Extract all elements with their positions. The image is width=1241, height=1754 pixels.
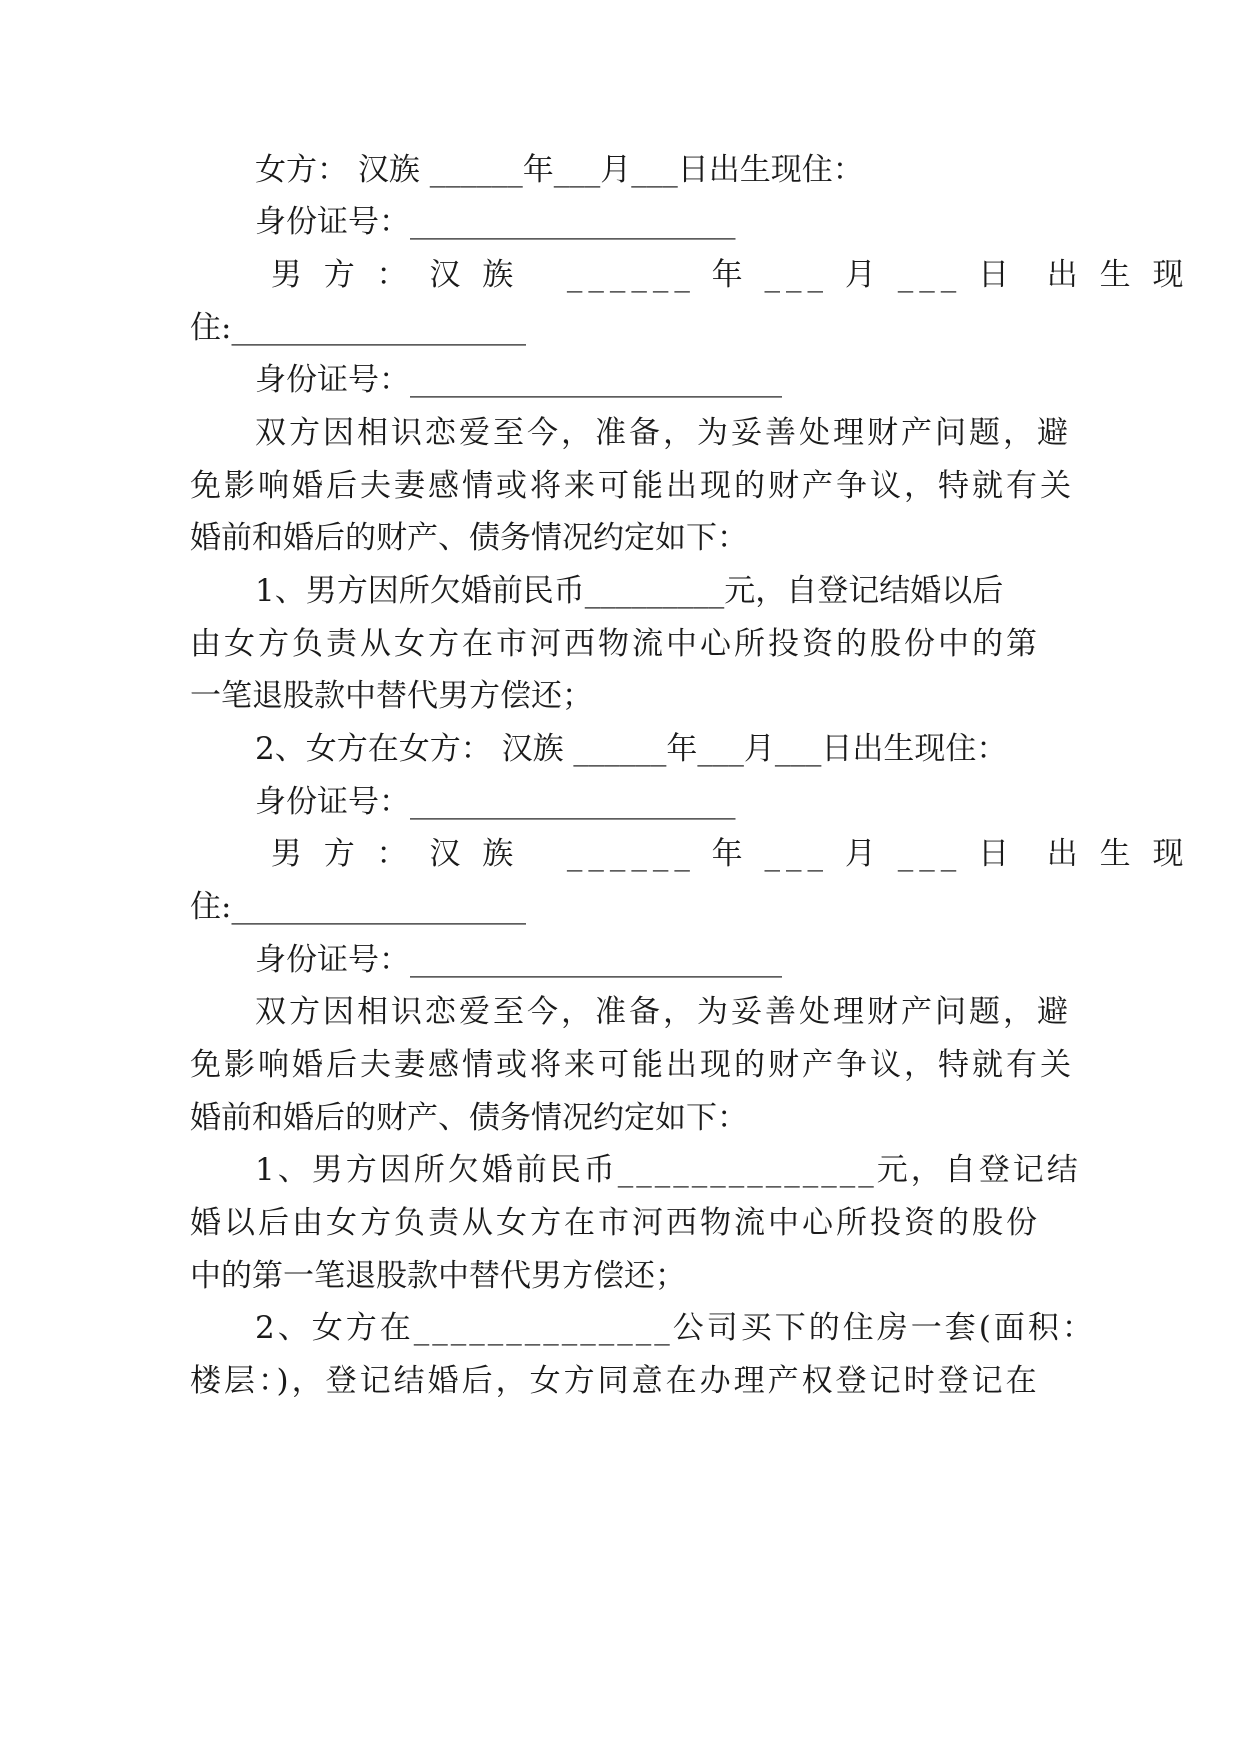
- clause-line: 婚以后由女方负责从女方在市河西物流中心所投资的股份: [190, 1205, 1040, 1241]
- husband-id-line: 身份证号：________________________: [255, 942, 782, 978]
- clause-line: 中的第一笔退股款中替代男方偿还；: [190, 1258, 686, 1294]
- clause-line: 2、女方在女方： 汉族 ______年___月___日出生现住：: [255, 731, 1008, 767]
- clause-line: 楼层：)，登记结婚后，女方同意在办理产权登记时登记在: [190, 1363, 1040, 1399]
- wife-info-line: 女方： 汉族 ______年___月___日出生现住：: [255, 152, 864, 188]
- husband-address-line: 住:___________________: [190, 889, 526, 925]
- clause-line: 1、男方因所欠婚前民币_________元，自登记结婚以后: [255, 573, 1004, 609]
- clause-line: 1、男方因所欠婚前民币______________元，自登记结: [255, 1152, 1081, 1188]
- husband-id-line: 身份证号：________________________: [255, 362, 782, 398]
- paragraph-line: 免影响婚后夫妻感情或将来可能出现的财产争议，特就有关: [190, 468, 1074, 504]
- husband-info-line: 男 方 ： 汉 族 ______ 年 ___ 月 ___ 日 出 生 现: [255, 257, 1190, 293]
- clause-line: 由女方负责从女方在市河西物流中心所投资的股份中的第: [190, 626, 1040, 662]
- husband-info-line: 男 方 ： 汉 族 ______ 年 ___ 月 ___ 日 出 生 现: [255, 836, 1190, 872]
- clause-line: 一笔退股款中替代男方偿还；: [190, 678, 593, 714]
- paragraph-line: 婚前和婚后的财产、债务情况约定如下：: [190, 1100, 748, 1136]
- paragraph-line: 婚前和婚后的财产、债务情况约定如下：: [190, 520, 748, 556]
- clause-line: 2、女方在______________公司买下的住房一套(面积：: [255, 1310, 1096, 1346]
- wife-id-line: 身份证号：_____________________: [255, 204, 736, 240]
- paragraph-line: 双方因相识恋爱至今，准备，为妥善处理财产问题，避: [255, 994, 1071, 1030]
- wife-id-line: 身份证号：_____________________: [255, 784, 736, 820]
- husband-address-line: 住:___________________: [190, 310, 526, 346]
- paragraph-line: 双方因相识恋爱至今，准备，为妥善处理财产问题，避: [255, 415, 1071, 451]
- paragraph-line: 免影响婚后夫妻感情或将来可能出现的财产争议，特就有关: [190, 1047, 1074, 1083]
